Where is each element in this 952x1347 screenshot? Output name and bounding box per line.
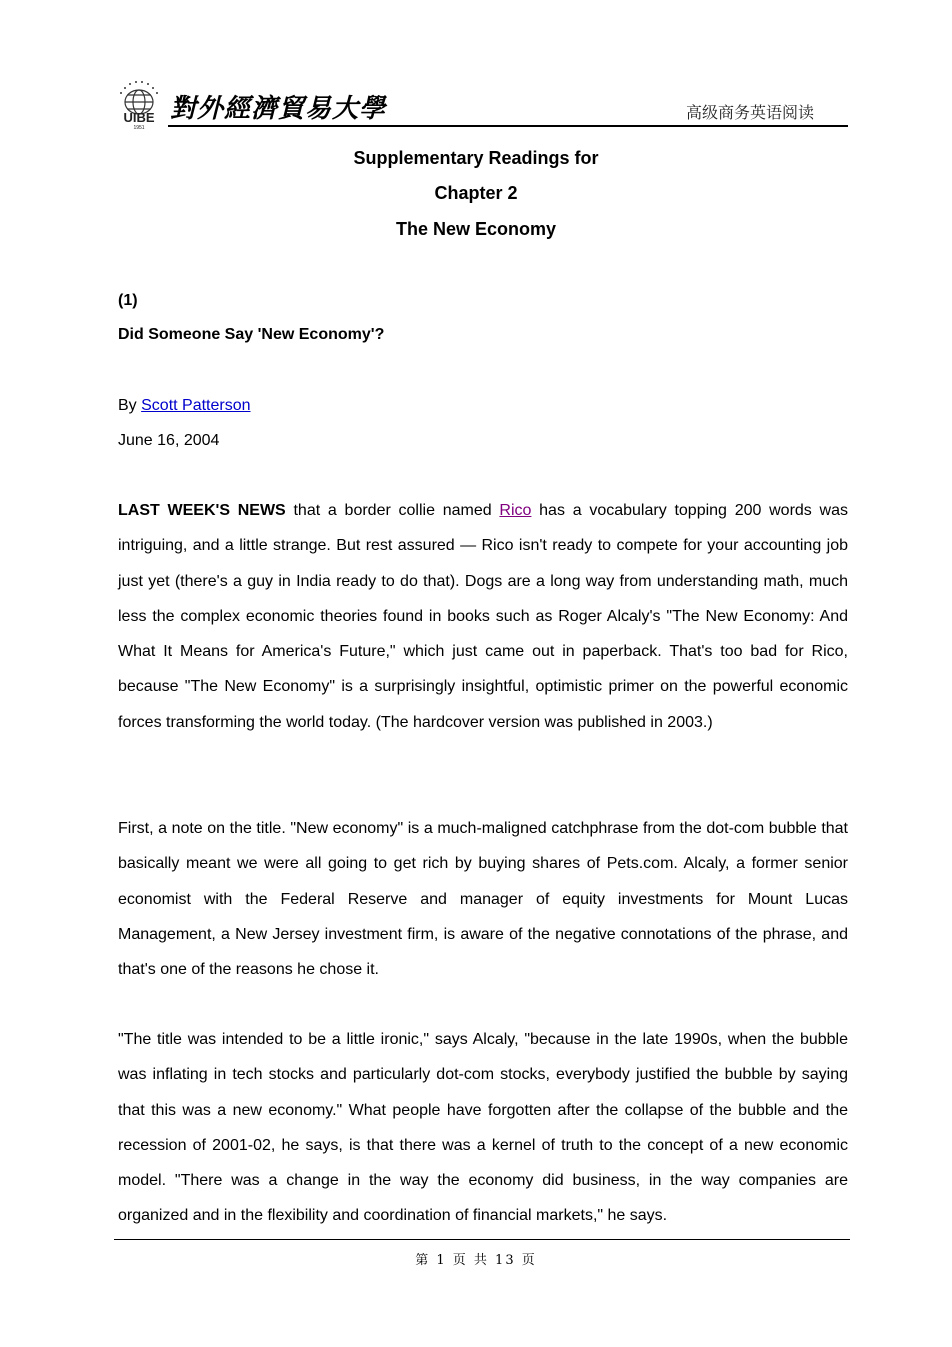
rico-link[interactable]: Rico [499,502,532,519]
byline [118,397,848,415]
document-title-line-2: Chapter 2 [434,183,518,203]
university-logo [112,78,170,130]
article-headline: Did Someone Say 'New Economy'? [118,326,385,343]
page-number: 第 1 页 共 13 页 [415,1253,537,1268]
paragraph-1-text-a: that a border collie named [285,502,500,519]
svg-text:1951: 1951 [133,125,145,130]
document-title-line-1: Supplementary Readings for [353,148,599,168]
course-name: 高级商务英语阅读 [685,105,814,122]
header-divider [168,125,848,127]
page-header [112,78,848,130]
document-title-line-3: The New Economy [395,219,557,239]
by-label: By [118,397,137,414]
paragraph-2: First, a note on the title. "New economy" is a much-maligned catchphrase from the dot-com bubble that basically meant we were all going to get rich by buying shares of Pets.com. Alcaly, a former senior economist with the Federal Reserve and manager of equity investments for Mount Lucas Management, a New Jersey investment firm, is aware of the negative connotations of the phrase, and that's one of the reasons he chose it. [118,820,848,979]
article-number: (1) [118,292,138,309]
paragraph-1 [118,493,848,740]
footer-divider [114,1239,850,1240]
article-date: June 16, 2004 [118,432,220,449]
lead-in: LAST WEEK'S NEWS [118,502,286,519]
paragraph-3: "The title was intended to be a little ironic," says Alcaly, "because in the late 1990s, when the bubble was inflating in tech stocks and particularly dot-com stocks, everybody justified the bubble by saying that this was a new economy." What people have forgotten after the collapse of the bubble and the recession of 2001-02, he says, is that there was a kernel of truth to the concept of a new economic model. "There was a change in the way the economy did business, in the way companies are organized and in the flexibility and coordination of financial markets," he says. [118,1031,848,1225]
paragraph-1-text-b: has a vocabulary topping 200 words was intriguing, and a little strange. But rest assured — Rico isn't ready to compete for your accounting job just yet (there's a guy in India ready to do that). Dogs are a long way from understanding math, much less the complex economic theories found in books such as Roger Alcaly's "The New Economy: And What It Means for America's Future," which just came out in paperback. That's too bad for Rico, because "The New Economy" is a surprisingly insightful, optimistic primer on the powerful economic forces transforming the world today. (The hardcover version was published in 2003.) [118,502,849,731]
svg-text:UIBE: UIBE [123,110,155,125]
university-name: 對外經濟貿易大學 [170,94,387,124]
author-link[interactable]: Scott Patterson [141,397,251,414]
